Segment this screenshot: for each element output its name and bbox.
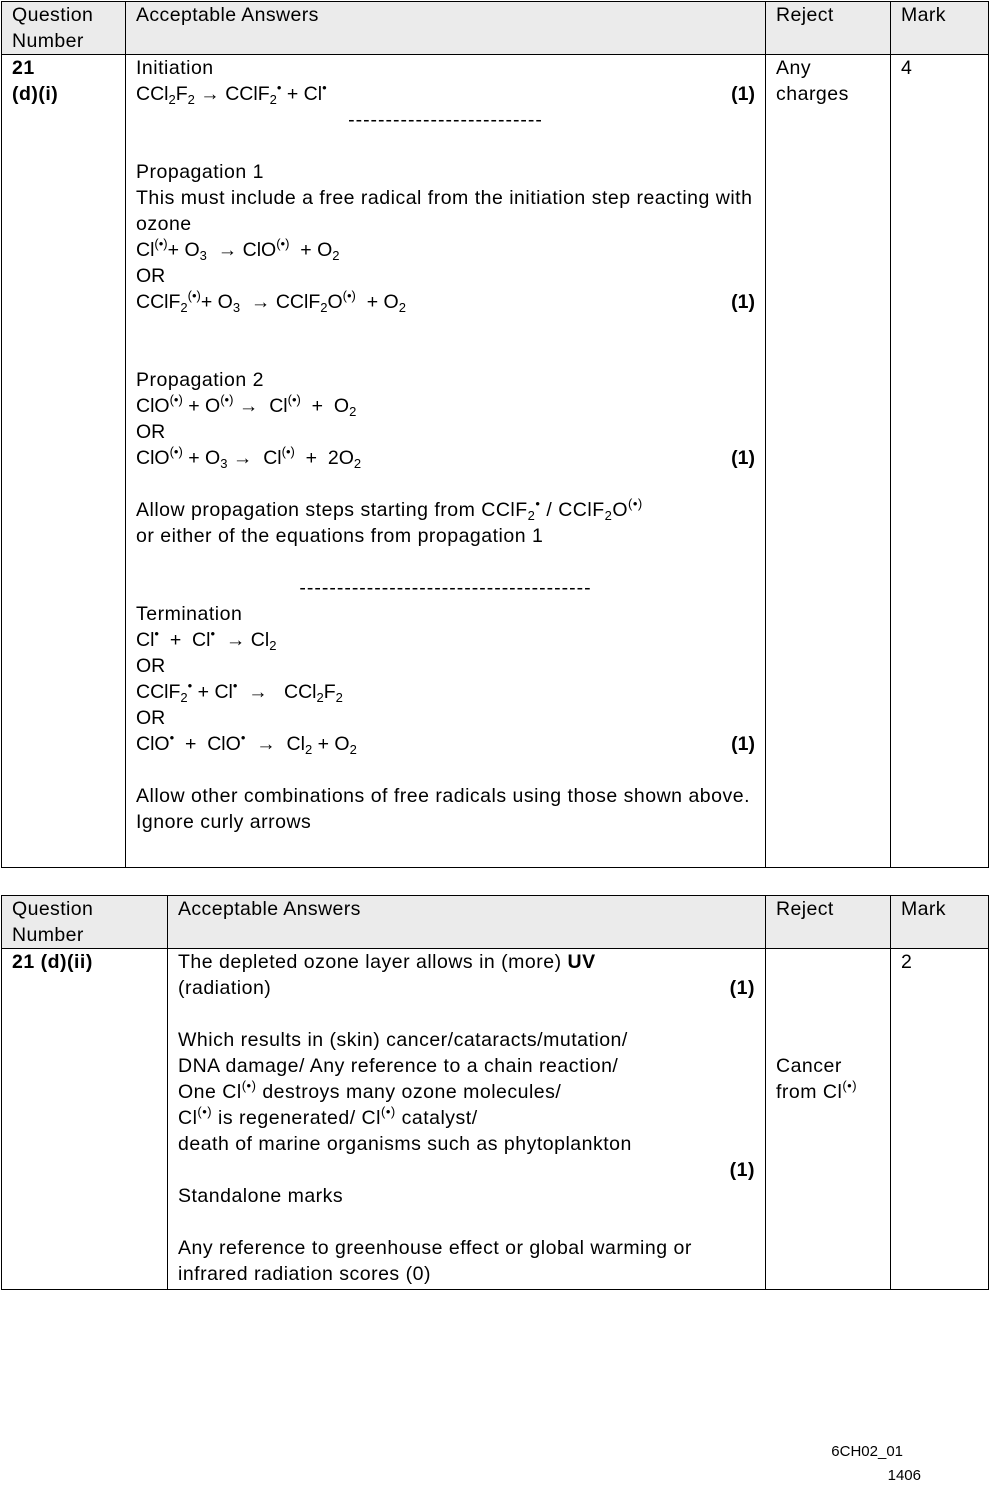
table-row xyxy=(2,55,989,868)
greenhouse-note: Any reference to greenhouse effect or global warming or infrared radiation scores (0) xyxy=(178,1237,692,1285)
page-footer xyxy=(831,1440,921,1488)
mark-indicator: (1) xyxy=(731,733,755,755)
termination-equation-c: $ClO^• + ClO^• \to Cl_2 + O_2$ xyxy=(136,730,357,757)
divider-dashes: --------------------------------------- xyxy=(299,577,592,599)
header-reject: Reject xyxy=(766,2,891,55)
allow-propagation-note: Allow propagation steps starting from CClF$_2$• / CClF$_2$O(•) or either of the equations from propagation 1 xyxy=(136,496,643,547)
mark-row xyxy=(178,1157,755,1183)
question-number-line2: (d)(i) xyxy=(12,83,59,105)
header-mark: Mark xyxy=(891,896,989,949)
divider-dashes: -------------------------- xyxy=(348,109,543,131)
propagation-1-title: Propagation 1 xyxy=(136,161,264,183)
mark-scheme-table-21di xyxy=(1,1,989,868)
mark-cell: 2 xyxy=(891,949,989,1290)
question-number-line1: 21 xyxy=(12,57,35,79)
header-question-number: Question Number xyxy=(2,2,126,55)
reject-cell xyxy=(766,949,891,1290)
acceptable-answers-cell xyxy=(168,949,766,1290)
mark-indicator: (1) xyxy=(729,1159,755,1181)
or-label: OR xyxy=(136,707,166,729)
uv-answer-line2: (radiation) (1) xyxy=(178,977,755,999)
mark-indicator: (1) xyxy=(729,977,755,999)
allow-other-note: Allow other combinations of free radicals using those shown above. xyxy=(136,785,750,807)
mark-indicator: (1) xyxy=(731,83,755,105)
or-label: OR xyxy=(136,655,166,677)
acceptable-answers-cell xyxy=(126,55,766,868)
header-reject: Reject xyxy=(766,896,891,949)
paper-code: 6CH02_01 xyxy=(831,1443,903,1460)
table-row xyxy=(2,949,989,1290)
mark-indicator: (1) xyxy=(731,291,755,313)
uv-answer-line: The depleted ozone layer allows in (more) UV xyxy=(178,951,596,973)
propagation-1-equation-b-row xyxy=(136,289,755,315)
header-mark: Mark xyxy=(891,2,989,55)
header-question-number: Question Number xyxy=(2,896,168,949)
propagation-1-note: This must include a free radical from the initiation step reacting with ozone xyxy=(136,187,753,235)
termination-equation-c-row xyxy=(136,731,755,757)
initiation-equation-row xyxy=(136,81,755,107)
termination-title: Termination xyxy=(136,603,243,625)
or-label: OR xyxy=(136,421,166,443)
termination-equation-b: CClF$_2$• + $Cl^• \to CCl_2F_2$ xyxy=(136,678,343,705)
propagation-1-equation-b: CClF$_2$(•)+ $O_3$ → CClF$_2$O(•) + $O_2$ xyxy=(136,288,406,315)
propagation-2-title: Propagation 2 xyxy=(136,369,264,391)
propagation-1-equation-a: $Cl^{(•)}+ O_3 \to ClO^{(•)} + O_2$ xyxy=(136,236,340,263)
initiation-equation: $CCl_2F_2$ → CClF$_2$• + Cl• xyxy=(136,80,327,107)
mark-scheme-table-21dii xyxy=(1,895,989,1290)
or-label: OR xyxy=(136,265,166,287)
header-acceptable-answers: Acceptable Answers xyxy=(126,2,766,55)
termination-equation-a: $Cl^• + Cl^• \to Cl_2$ xyxy=(136,626,277,653)
table-header-row xyxy=(2,896,989,949)
mark-cell: 4 xyxy=(891,55,989,868)
propagation-2-equation-b-row xyxy=(136,445,755,471)
propagation-2-equation-b: $ClO^{(•)} + O_3 \to Cl^{(•)} + 2O_2$ xyxy=(136,444,362,471)
table-header-row xyxy=(2,2,989,55)
propagation-2-equation-a: $ClO^{(•)} + O^{(•)} \to Cl^{(•)} + O_2$ xyxy=(136,392,357,419)
standalone-note: Standalone marks xyxy=(178,1185,344,1207)
results-answer: Which results in (skin) cancer/cataracts/mutation/ DNA damage/ Any reference to a chain reaction/ One Cl(•) destroys many ozone molecules/ Cl(•) is regenerated/ Cl(•) catalyst/ death of marine organisms such as phytoplankton xyxy=(178,1029,632,1155)
question-number xyxy=(2,55,126,868)
ignore-note: Ignore curly arrows xyxy=(136,811,312,833)
reject-text: Cancer from Cl(•) xyxy=(776,1055,858,1103)
mark-indicator: (1) xyxy=(731,447,755,469)
initiation-title: Initiation xyxy=(136,57,214,79)
reject-cell: Any charges xyxy=(766,55,891,868)
header-acceptable-answers: Acceptable Answers xyxy=(168,896,766,949)
question-number: 21 (d)(ii) xyxy=(2,949,168,1290)
page-number: 1406 xyxy=(887,1467,921,1484)
